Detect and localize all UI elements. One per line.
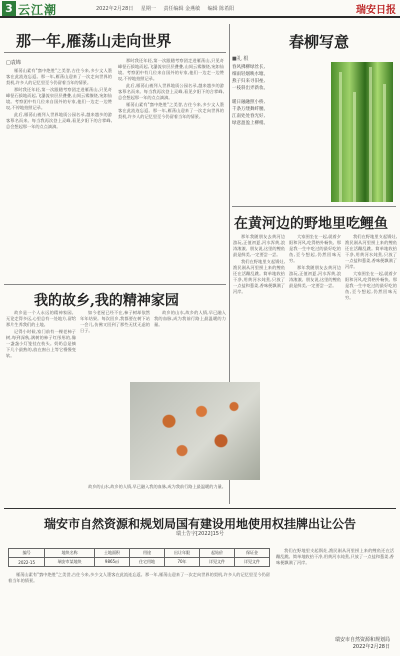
table-header-row [9, 549, 270, 558]
table-header-cell: 土地面积 [95, 549, 130, 558]
article3-col2 [289, 234, 341, 502]
persimmon-photo [130, 382, 260, 480]
table-cell: 详见文件 [199, 558, 234, 567]
header-layout: 编辑 陈希阳 [207, 6, 235, 12]
poem-line: 千条万缕舞纤腰。 [232, 107, 268, 112]
article1-para: 此后,雁荡山被列入世界地质公园名录,越来越多的游客慕名而来。每当我再次登上灵峰,看见夕阳下的合掌峰,总会想起那一年的点点滴滴。 [118, 83, 224, 100]
table-cell: 住宅用地 [130, 558, 165, 567]
table-header-cell: 地块名称 [45, 549, 95, 558]
article4-title: 我的故乡,我的精神家园 [34, 293, 179, 309]
notice-side [276, 548, 394, 628]
article3-para: 我们在野地里支起锅灶,渔民刚从河里捞上来的鲤鱼还在活蹦乱跳。简单地收拾干净,用黄河水炖煮,只放了一点盐和葱姜,香味便飘满了河岸。 [233, 259, 285, 294]
article1-para: 此后,雁荡山被列入世界地质公园名录,越来越多的游客慕名而来。每当我再次登上灵峰,看见夕阳下的合掌峰,总会想起那一年的点点滴滴。 [6, 112, 112, 129]
notice-body [8, 572, 270, 632]
header-weekday: 星期一 [140, 6, 156, 12]
table-header-cell: 用途 [130, 549, 165, 558]
article4-col1 [6, 310, 76, 504]
article2-title: 春柳写意 [289, 33, 350, 51]
notice-table [8, 548, 270, 567]
header-info [96, 5, 240, 12]
page-number: 3 [2, 1, 16, 16]
table-cell: 70年 [165, 558, 200, 567]
header-date: 2022年2月28日 [96, 6, 134, 12]
table-cell: 2022-15 [9, 558, 45, 567]
notice-para: 我们在野地里支起锅灶,渔民刚从河里捞上来的鲤鱼还在活蹦乱跳。简单地收拾干净,用黄河水炖煮,只放了一点盐和葱姜,香味便飘满了河岸。 [276, 548, 394, 565]
table-row [9, 558, 270, 567]
article4-col3 [154, 310, 226, 380]
article4-col2 [80, 310, 150, 380]
article4-para: 故乡的山水,故乡的人情,早已融入我的血脉,成为我前行路上最温暖的力量。 [88, 484, 226, 489]
notice-subtitle: 瑞土告字[2022]15号 [176, 531, 224, 537]
poem-line: 细雨轻烟映水塘。 [232, 72, 268, 77]
grass-blade [353, 92, 356, 202]
poem-line: 一枝斜出弄新妆。 [232, 86, 268, 91]
poem-block [232, 64, 328, 199]
article3-title: 在黄河边的野地里吃鲤鱼 [234, 216, 388, 232]
poem-line: 绿意盈盈上柳梢。 [232, 121, 268, 126]
newspaper-logo: 瑞安日报 [356, 5, 396, 16]
article3-col3 [345, 234, 397, 502]
grass-blade [339, 72, 342, 202]
table-header-cell: 编号 [9, 549, 45, 558]
divider [4, 284, 226, 285]
notice-signature [335, 636, 390, 650]
article1-author: □袁锦 [6, 60, 21, 66]
table-header-cell: 出让年限 [165, 549, 200, 558]
notice-para: 雁荡山素有"寰中绝胜"之美誉,古往今来,多少文人墨客在此流连忘返。那一年,雁荡山迎来了一次走向世界的契机,许多人的记忆里至今仍留着当年的情景。 [8, 572, 270, 583]
article4-para: 如今老屋已经不在,柿子树却依然年年结果。每次回乡,我都要在树下站一会儿,仿佛又回到了那些无忧无虑的日子。 [80, 310, 150, 333]
article4-para: 记得小时候,家门前有一棵老柿子树,每到深秋,满树的柿子红彤彤的,像一盏盏小灯笼挂在枝头。奶奶总是摘下几个最熟的,放在窗台上等它慢慢变软。 [6, 329, 76, 358]
article1-title: 那一年,雁荡山走向世界 [16, 32, 172, 50]
divider [232, 206, 396, 207]
table-header-cell: 起始价 [199, 549, 234, 558]
header-editor: 责任编辑 金燕敏 [163, 6, 201, 12]
article1-para: 那时我还年轻,第一次跟随考察团走进雁荡山,只见奇峰怪石拔地而起,飞瀑流泉层层叠叠,山间云雾缭绕,宛如仙境。考察团中有几位来自国外的专家,他们一边走一边赞叹,不停地拍照记录。 [6, 87, 112, 110]
article1-col1 [6, 58, 112, 280]
article3-para: 那年我随朋友去黄河边游玩,正值初夏,河水浑黄,浪涛滚滚。朋友说,这里的鲤鱼最是鲜美,一定要尝一尝。 [233, 234, 285, 257]
column-name: 云江潮 [18, 3, 58, 17]
article3-para: 那年我随朋友去黄河边游玩,正值初夏,河水浑黄,浪涛滚滚。朋友说,这里的鲤鱼最是鲜美,一定要尝一尝。 [289, 265, 341, 288]
table-cell: 9865㎡ [95, 558, 130, 567]
grass-blade [369, 67, 372, 202]
poem-line: 春风拂柳绿丝长, [232, 65, 265, 70]
article3-para: 我们在野地里支起锅灶,渔民刚从河里捞上来的鲤鱼还在活蹦乱跳。简单地收拾干净,用黄河水炖煮,只放了一点盐和葱姜,香味便飘满了河岸。 [345, 234, 397, 269]
poem-line [232, 92, 328, 99]
article2-tag: ■礼 根 [232, 56, 249, 62]
notice-title: 瑞安市自然资源和规划局国有建设用地使用权挂牌出让公告 [43, 517, 356, 531]
article1-col2 [118, 58, 224, 280]
table-header-cell: 保证金 [234, 549, 269, 558]
issuer: 瑞安市自然资源和规划局 [334, 637, 390, 643]
masthead [0, 0, 400, 18]
article4-para: 故乡的山水,故乡的人情,早已融入我的血脉,成为我前行路上最温暖的力量。 [154, 310, 226, 327]
poem-line: 暖日融融照小桥, [232, 100, 265, 105]
divider [4, 52, 226, 53]
grass-photo [331, 62, 393, 202]
article1-para: 那时我还年轻,第一次跟随考察团走进雁荡山,只见奇峰怪石拔地而起,飞瀑流泉层层叠叠,山间云雾缭绕,宛如仙境。考察团中有几位来自国外的专家,他们一边走一边赞叹,不停地拍照记录。 [118, 58, 224, 81]
article1-para: 雁荡山素有"寰中绝胜"之美誉,古往今来,多少文人墨客在此流连忘返。那一年,雁荡山迎来了一次走向世界的契机,许多人的记忆里至今仍留着当年的情景。 [6, 68, 112, 85]
poem-line: 燕子归来寻旧垒, [232, 79, 265, 84]
table-cell: 详见文件 [234, 558, 269, 567]
article4-para: 故乡是一个人永远的精神家园。无论走得多远,心里总有一处地方,留给那片生养我们的土地。 [6, 310, 76, 327]
article1-para: 雁荡山素有"寰中绝胜"之美誉,古往今来,多少文人墨客在此流连忘返。那一年,雁荡山迎来了一次走向世界的契机,许多人的记忆里至今仍留着当年的情景。 [118, 102, 224, 119]
issue-date: 2022年2月28日 [352, 644, 390, 650]
poem-line: 江南处处春光好, [232, 114, 265, 119]
section-divider [4, 508, 396, 509]
article3-para: 大家围坐在一起,就着夕阳和河风,吃得格外畅快。那是我一生中吃过的最好吃的鱼,至今想起,仍然回味无穷。 [345, 271, 397, 300]
article4-col4 [80, 484, 226, 504]
grass-blade [383, 84, 386, 202]
article3-para: 大家围坐在一起,就着夕阳和河风,吃得格外畅快。那是我一生中吃过的最好吃的鱼,至今想起,仍然回味无穷。 [289, 234, 341, 263]
table-cell: 瑞安市某地块 [45, 558, 95, 567]
